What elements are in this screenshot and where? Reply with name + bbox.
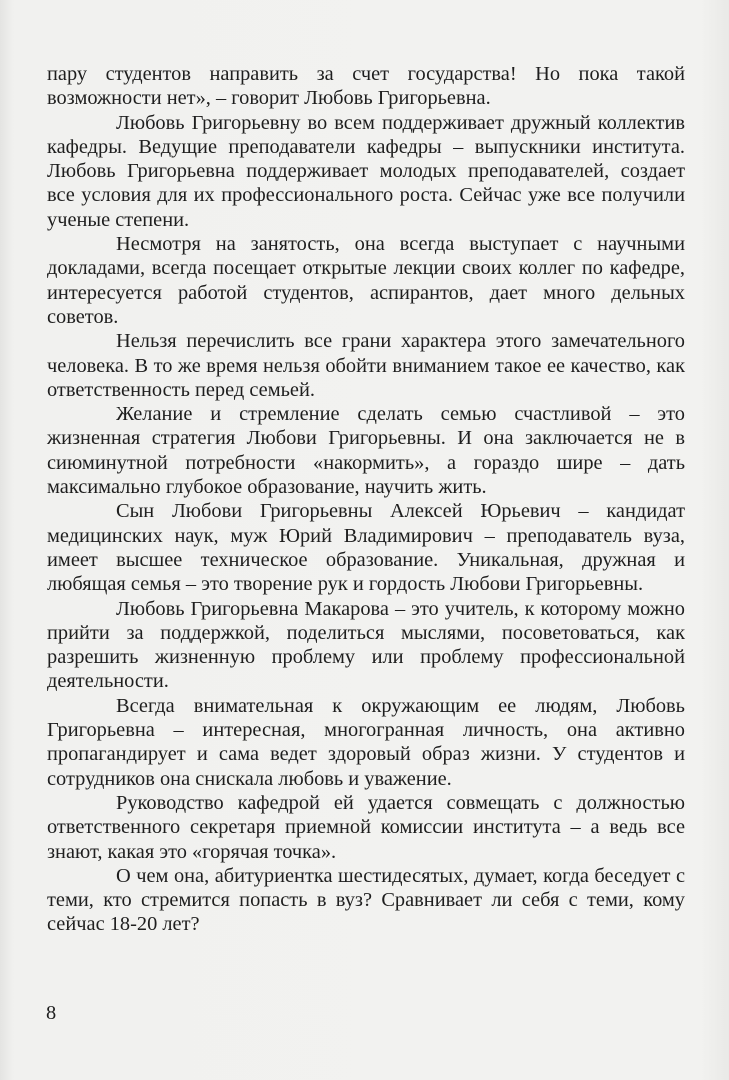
body-text — [47, 62, 685, 937]
paragraph: Несмотря на занятость, она всегда выступает с научными докладами, всегда посещает открытые лекции своих коллег по кафедре, интересуется работой студентов, аспирантов, дает много дельных советов. — [47, 233, 685, 328]
paragraph: Всегда внимательная к окружающим ее людям, Любовь Григорьевна – интересная, многогранная личность, она активно пропагандирует и сама ведет здоровый образ жизни. У студентов и сотрудников она снискала любовь и уважение. — [47, 694, 685, 790]
paragraph: Сын Любови Григорьевны Алексей Юрьевич – кандидат медицинских наук, муж Юрий Владимирович – преподаватель вуза, имеет высшее техническое образование. Уникальная, дружная и любящая семья – это творение рук и гордость Любови Григорьевны. — [47, 500, 685, 596]
page-number: 8 — [46, 1002, 57, 1024]
paragraph: Нельзя перечислить все грани характера этого замечательного человека. В то же время нельзя обойти вниманием такое ее качество, как ответственность перед семьей. — [47, 330, 685, 401]
paragraph: О чем она, абитуриентка шестидесятых, думает, когда беседует с теми, кто стремится попасть в вуз? Сравнивает ли себя с теми, кому сейчас 18-20 лет? — [47, 864, 685, 936]
paragraph-continuation: пару студентов направить за счет государства! Но пока такой возможности нет», – говорит Любовь Григорьевна. — [47, 63, 685, 110]
paragraph: Любовь Григорьевна Макарова – это учитель, к которому можно прийти за поддержкой, поделиться мыслями, посоветоваться, как разрешить жизненную проблему или проблему профессиональной деятельности. — [47, 597, 685, 693]
paragraph: Любовь Григорьевну во всем поддерживает дружный коллектив кафедры. Ведущие преподаватели кафедры – выпускники института. Любовь Григорьевна поддерживает молодых преподавателей, создает все условия для их профессионального роста. Сейчас уже все получили ученые степени. — [47, 111, 685, 231]
paragraph: Руководство кафедрой ей удается совмещать с должностью ответственного секретаря приемной комиссии института – а ведь все знают, какая это «горячая точка». — [47, 791, 685, 863]
paragraph: Желание и стремление сделать семью счастливой – это жизненная стратегия Любови Григорьевны. И она заключается не в сиюминутной потребности «накормить», а гораздо шире – дать максимально глубокое образование, научить жить. — [47, 403, 685, 499]
